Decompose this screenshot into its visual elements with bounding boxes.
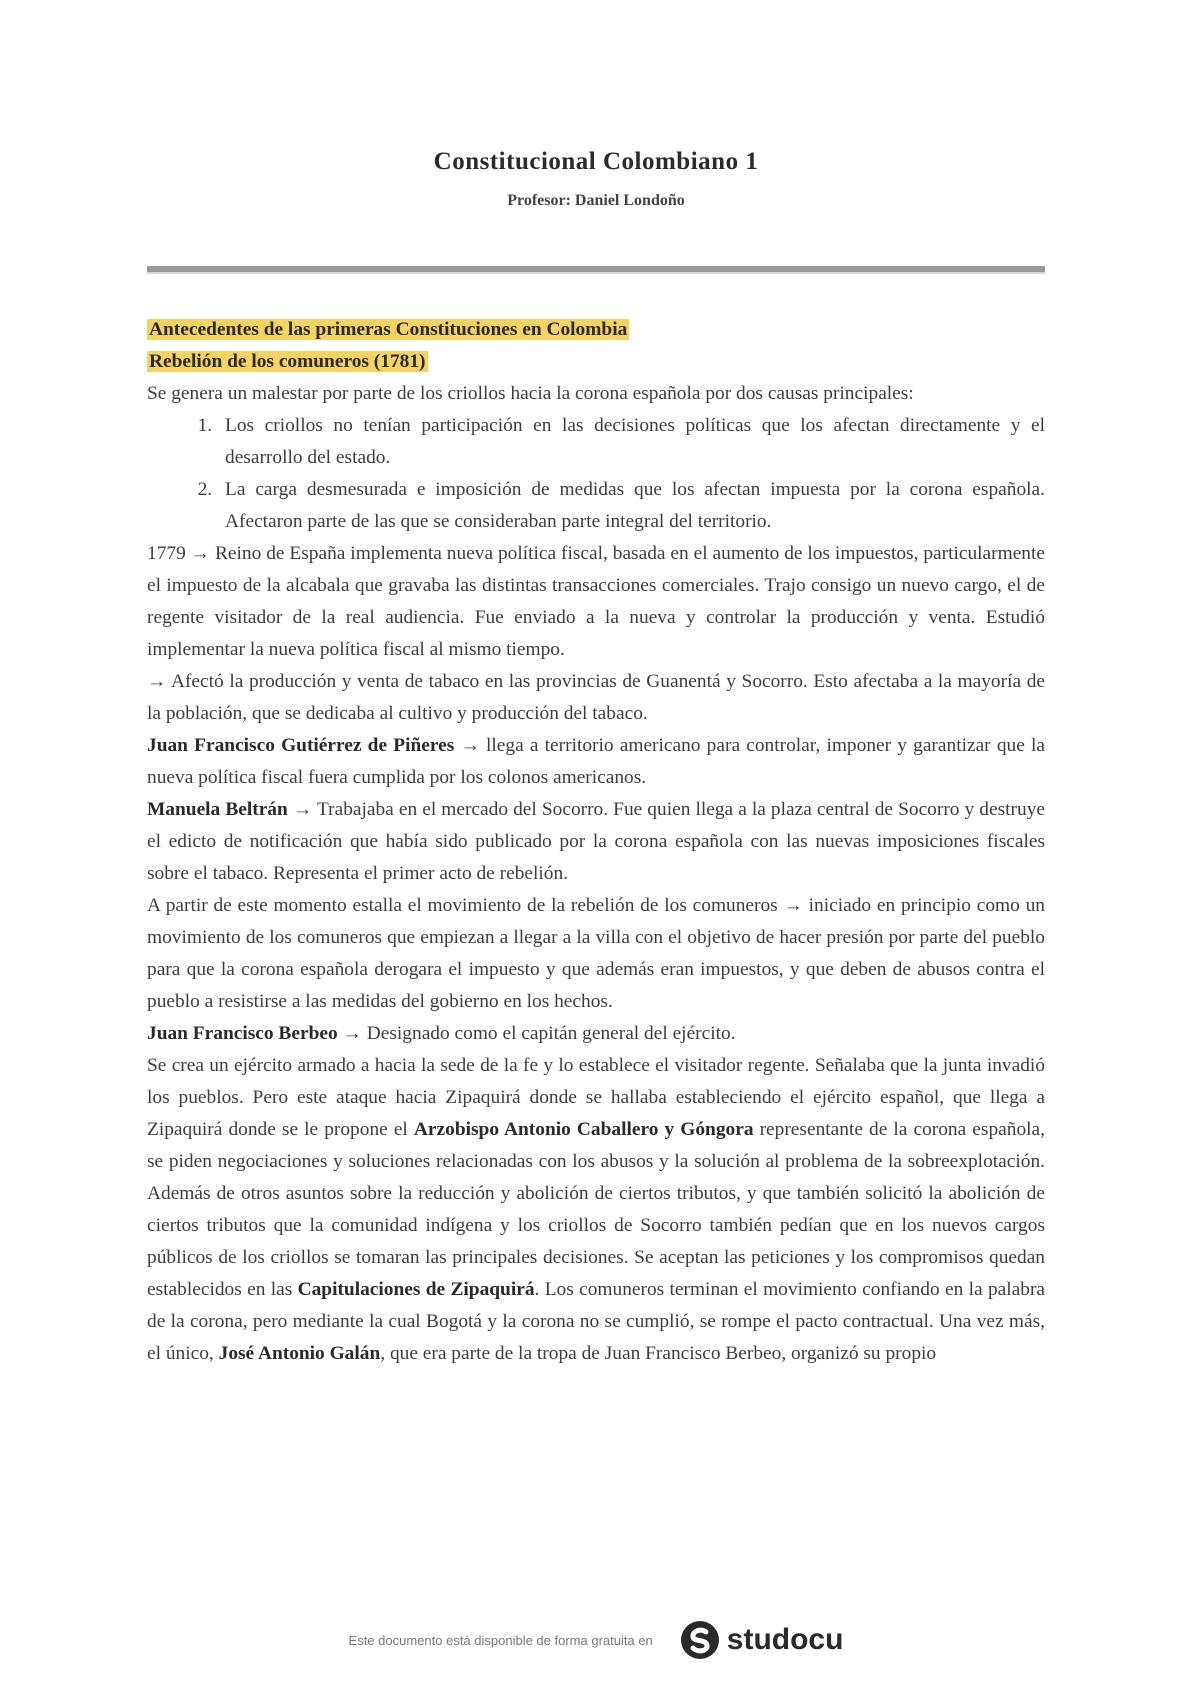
paragraph-text: → llega a territorio americano para controlar, imponer y garantizar que la nueva política fiscal fuera cumplida por los colonos americanos. [147, 735, 1045, 788]
paragraph-text: → Designado como el capitán general del ejército. [337, 1023, 736, 1044]
person-name: Juan Francisco Gutiérrez de Piñeres [147, 735, 455, 756]
subsection-heading-text: Rebelión de los comuneros (1781) [149, 351, 426, 372]
paragraph-berbeo [147, 1018, 1045, 1050]
paragraph-text: Se crea un ejército armado a hacia la sede de la fe y lo establece el visitador regente. Señalaba que la junta invadió los pueblos. Pero este ataque hacia Zipaquirá donde se hallaba estableciendo el ejército español, que llega a Zipaquirá donde se le propone el [147, 1055, 1045, 1140]
studocu-logo[interactable] [679, 1619, 844, 1661]
subsection-heading [147, 346, 1045, 378]
paragraph-intro: Se genera un malestar por parte de los criollos hacia la corona española por dos causas principales: [147, 383, 914, 404]
document-body [147, 314, 1045, 1370]
document-title: Constitucional Colombiano 1 [433, 148, 759, 175]
footer [0, 1620, 1192, 1660]
paragraph-beltran [147, 794, 1045, 890]
paragraph-fiscal-policy: 1779 → Reino de España implementa nueva política fiscal, basada en el aumento de los impuestos, particularmente el impuesto de la alcabala que gravaba las distintas transacciones comerciales. Trajo consigo un nuevo cargo, el de regente visitador de la real audiencia. Fue enviado a la nueva y controlar la producción y venta. Estudió implementar la nueva política fiscal al mismo tiempo. [147, 543, 1045, 660]
paragraph-zipaquira [147, 1050, 1045, 1370]
person-name: Juan Francisco Berbeo [147, 1023, 338, 1044]
paragraph-text: , que era parte de la tropa de Juan Francisco Berbeo, organizó su propio [380, 1343, 937, 1364]
document-subtitle: Profesor: Daniel Londoño [507, 192, 685, 209]
studocu-logo-icon [679, 1619, 721, 1661]
paragraph-text: → Trabajaba en el mercado del Socorro. Fue quien llega a la plaza central de Socorro y destruye el edicto de notificación que había sido publicado por la corona española con las nuevas imposiciones fiscales sobre el tabaco. Representa el primer acto de rebelión. [147, 799, 1045, 884]
list-item: 1. Los criollos no tenían participación en las decisiones políticas que los afectan directamente y el desarrollo del estado. [217, 410, 1045, 474]
footer-text: Este documento está disponible de forma gratuita en [348, 1632, 653, 1648]
studocu-brand-text: studocu [726, 1623, 844, 1656]
causes-list [147, 410, 1045, 538]
list-item: 2. La carga desmesurada e imposición de medidas que los afectan impuesta por la corona española. Afectaron parte de las que se consideraban parte integral del territorio. [217, 474, 1045, 538]
person-name: José Antonio Galán [218, 1343, 381, 1364]
horizontal-divider [147, 266, 1045, 274]
person-name: Manuela Beltrán [147, 799, 288, 820]
paragraph-rebellion: A partir de este momento estalla el movimiento de la rebelión de los comuneros → iniciado en principio como un movimiento de los comuneros que empiezan a llegar a la villa con el objetivo de hacer presión por parte del pueblo para que la corona española derogara el impuesto y que además eran impuestos, y que deben de abusos contra el pueblo a resistirse a las medidas del gobierno en los hechos. [147, 895, 1045, 1012]
section-heading-text: Antecedentes de las primeras Constituciones en Colombia [149, 319, 628, 340]
paragraph-text: representante de la corona española, se piden negociaciones y soluciones relacionadas con los abusos y la solución al problema de la sobreexplotación. Además de otros asuntos sobre la reducción y abolición de ciertos tributos, y que también solicitó la abolición de ciertos tributos que la comunidad indígena y los criollos de Socorro también pedían que en los nuevos cargos públicos de los criollos se tomaran las principales decisiones. Se aceptan las peticiones y los compromisos quedan establecidos en las [147, 1119, 1045, 1300]
paragraph-tobacco: → Afectó la producción y venta de tabaco en las provincias de Guanentá y Socorro. Esto afectaba a la mayoría de la población, que se dedicaba al cultivo y producción del tabaco. [147, 671, 1045, 724]
person-name: Arzobispo Antonio Caballero y Góngora [413, 1119, 754, 1140]
paragraph-pineres [147, 730, 1045, 794]
paragraph-text: . Los comuneros terminan el movimiento confiando en la palabra de la corona, pero mediante la cual Bogotá y la corona no se cumplió, se rompe el pacto contractual. Una vez más, el único, [147, 1279, 1046, 1364]
document-name: Capitulaciones de Zipaquirá [297, 1279, 535, 1300]
section-heading [147, 314, 1045, 346]
